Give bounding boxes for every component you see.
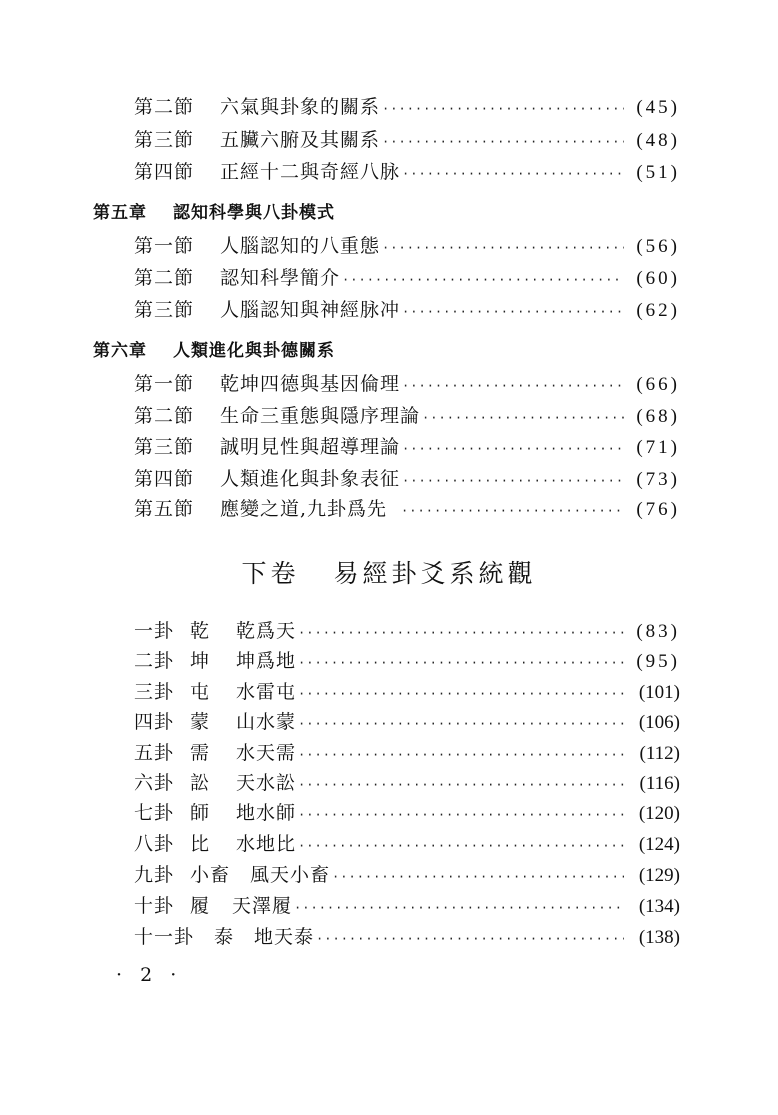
page-reference: (71) [636, 437, 680, 458]
section-number: 第三節 [134, 436, 195, 458]
section-title: 乾坤四德與基因倫理 [220, 373, 401, 395]
hexagram-number: 二卦 [134, 650, 175, 672]
section-title: 正經十二與奇經八脉 [220, 161, 401, 183]
leader-dots [330, 864, 624, 890]
leader-dots [400, 436, 624, 462]
page-reference: (48) [636, 130, 680, 151]
leader-dots [387, 498, 624, 524]
leader-dots [380, 129, 624, 155]
toc-entry[interactable] [134, 371, 680, 399]
hexagram-title: 地水師 [236, 802, 297, 824]
section-title: 認知科學簡介 [220, 267, 341, 289]
toc-entry[interactable] [134, 265, 680, 293]
hexagram-number: 三卦 [134, 681, 175, 703]
section-title: 人腦認知的八重態 [220, 235, 381, 257]
page-reference: (95) [636, 651, 680, 672]
section-number: 第四節 [134, 468, 195, 490]
hexagram-name: 師 [190, 802, 211, 824]
hexagram-title: 水雷屯 [236, 681, 297, 703]
page-reference: (120) [638, 803, 680, 824]
section-title: 五臟六腑及其關系 [220, 129, 381, 151]
toc-entry[interactable] [134, 466, 680, 494]
leader-dots [380, 235, 624, 261]
page-reference: (129) [638, 865, 680, 886]
leader-dots [340, 267, 624, 293]
page-reference: (124) [638, 834, 680, 855]
hexagram-title: 風天小畜 [250, 864, 331, 886]
hexagram-number: 八卦 [134, 833, 175, 855]
hexagram-number: 九卦 [134, 864, 175, 886]
section-title: 生命三重態與隱序理論 [220, 405, 421, 427]
leader-dots [292, 895, 624, 921]
toc-entry[interactable] [134, 127, 680, 155]
chapter-heading[interactable] [93, 200, 335, 226]
hexagram-entry[interactable] [134, 648, 680, 676]
leader-dots [400, 299, 624, 325]
hexagram-entry[interactable] [134, 618, 680, 646]
hexagram-entry[interactable] [134, 800, 680, 828]
toc-entry[interactable] [134, 297, 680, 325]
leader-dots [400, 468, 624, 494]
section-number: 第二節 [134, 405, 195, 427]
hexagram-title: 天水訟 [236, 772, 297, 794]
hexagram-number: 六卦 [134, 772, 175, 794]
hexagram-title: 山水蒙 [236, 711, 297, 733]
section-number: 第三節 [134, 299, 195, 321]
page-reference: (76) [636, 499, 680, 520]
hexagram-name: 蒙 [190, 711, 211, 733]
hexagram-title: 水地比 [236, 833, 297, 855]
leader-dots [296, 833, 624, 859]
toc-entry[interactable] [134, 94, 680, 122]
chapter-title: 人類進化與卦德關系 [173, 341, 335, 361]
toc-entry[interactable] [134, 233, 680, 261]
page-reference: (106) [638, 712, 680, 733]
section-number: 第三節 [134, 129, 195, 151]
page-reference: (73) [636, 469, 680, 490]
hexagram-title: 坤爲地 [236, 650, 297, 672]
hexagram-name: 乾 [190, 620, 211, 642]
leader-dots [296, 650, 624, 676]
toc-entry[interactable] [134, 403, 680, 431]
chapter-heading[interactable] [93, 338, 335, 364]
hexagram-entry[interactable] [134, 924, 680, 952]
section-number: 第五節 [134, 498, 195, 520]
page-reference: (116) [639, 773, 680, 794]
hexagram-name: 泰 [214, 926, 235, 948]
page-reference: (138) [638, 927, 680, 948]
leader-dots [314, 926, 624, 952]
hexagram-entry[interactable] [134, 831, 680, 859]
page-reference: (60) [636, 268, 680, 289]
toc-entry[interactable] [134, 159, 680, 187]
page-reference: (56) [636, 236, 680, 257]
hexagram-number: 七卦 [134, 802, 175, 824]
leader-dots [400, 161, 624, 187]
toc-entry[interactable] [134, 496, 680, 524]
hexagram-title: 水天需 [236, 742, 297, 764]
hexagram-number: 五卦 [134, 742, 175, 764]
section-title: 應變之道,九卦爲先 [220, 498, 388, 520]
hexagram-name: 履 [190, 895, 211, 917]
leader-dots [296, 742, 624, 768]
section-number: 第一節 [134, 373, 195, 395]
page-reference: (83) [636, 621, 680, 642]
chapter-title: 認知科學與八卦模式 [173, 203, 335, 223]
hexagram-name: 坤 [190, 650, 211, 672]
hexagram-entry[interactable] [134, 679, 680, 707]
section-number: 第四節 [134, 161, 195, 183]
hexagram-number: 一卦 [134, 620, 175, 642]
hexagram-number: 十卦 [134, 895, 175, 917]
hexagram-name: 訟 [190, 772, 211, 794]
page-reference: (112) [639, 743, 680, 764]
hexagram-name: 需 [190, 742, 211, 764]
section-title: 人類進化與卦象表征 [220, 468, 401, 490]
section-title: 人腦認知與神經脉冲 [220, 299, 401, 321]
leader-dots [296, 620, 624, 646]
page-reference: (68) [636, 406, 680, 427]
section-title: 誠明見性與超導理論 [220, 436, 401, 458]
page-reference: (66) [636, 374, 680, 395]
hexagram-number: 十一卦 [134, 926, 195, 948]
page-reference: (134) [638, 896, 680, 917]
section-title: 六氣與卦象的關系 [220, 96, 381, 118]
section-number: 第二節 [134, 96, 195, 118]
hexagram-name: 屯 [190, 681, 211, 703]
page-reference: (62) [636, 300, 680, 321]
hexagram-number: 四卦 [134, 711, 175, 733]
hexagram-title: 天澤履 [232, 895, 293, 917]
page-number: · 2 · [116, 964, 183, 986]
hexagram-name: 比 [190, 833, 211, 855]
page-reference: (101) [638, 682, 680, 703]
chapter-number: 第五章 [93, 203, 147, 223]
hexagram-entry[interactable] [134, 740, 680, 768]
leader-dots [296, 772, 624, 798]
volume-title: 易經卦爻系統觀 [333, 559, 537, 588]
section-number: 第一節 [134, 235, 195, 257]
page-reference: (51) [636, 162, 680, 183]
volume-label: 下卷 [241, 559, 300, 588]
hexagram-entry[interactable] [134, 893, 680, 921]
leader-dots [296, 802, 624, 828]
hexagram-entry[interactable] [134, 709, 680, 737]
hexagram-entry[interactable] [134, 862, 680, 890]
leader-dots [296, 711, 624, 737]
volume-heading [0, 554, 778, 590]
leader-dots [296, 681, 624, 707]
hexagram-title: 地天泰 [254, 926, 315, 948]
hexagram-name: 小畜 [190, 864, 231, 886]
page-reference: (45) [636, 97, 680, 118]
hexagram-title: 乾爲天 [236, 620, 297, 642]
section-number: 第二節 [134, 267, 195, 289]
leader-dots [420, 405, 624, 431]
leader-dots [400, 373, 624, 399]
leader-dots [380, 96, 624, 122]
hexagram-entry[interactable] [134, 770, 680, 798]
chapter-number: 第六章 [93, 341, 147, 361]
toc-entry[interactable] [134, 434, 680, 462]
